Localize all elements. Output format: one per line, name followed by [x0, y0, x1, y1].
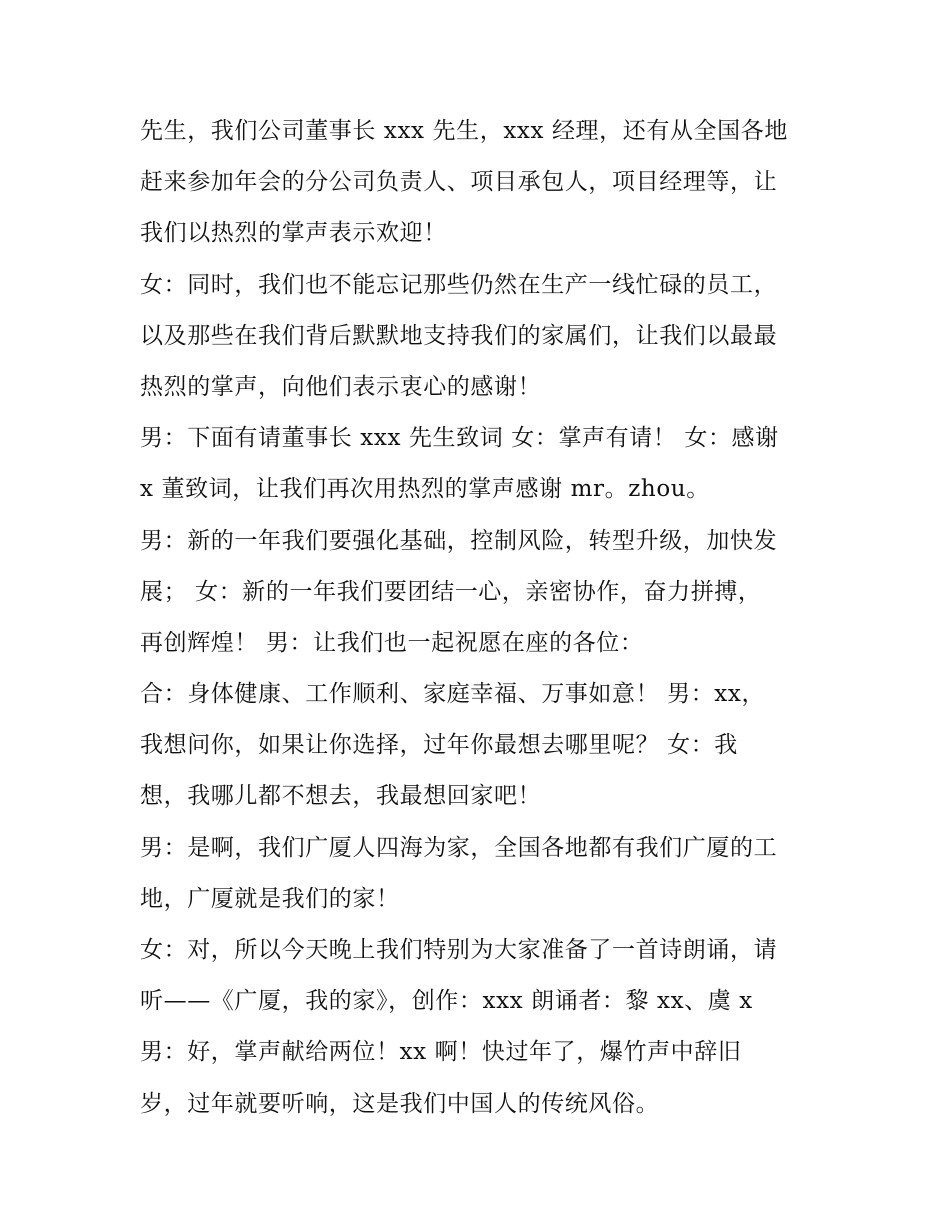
- text-line-8: x 董致词，让我们再次用热烈的掌声感谢 mr。zhou。: [140, 476, 710, 503]
- text-line-20: 岁，过年就要听响，这是我们中国人的传统风俗。: [140, 1090, 660, 1117]
- text-line-10: 展； 女：新的一年我们要团结一心，亲密协作，奋力拼搏，: [140, 578, 762, 605]
- text-line-6: 热烈的掌声，向他们表示衷心的感谢！: [140, 373, 542, 400]
- text-line-16: 地，广厦就是我们的家！: [140, 885, 400, 912]
- text-line-18: 听——《广厦，我的家》，创作：xxx 朗诵者：黎 xx、虞 x: [140, 988, 753, 1015]
- text-line-7: 男：下面有请董事长 xxx 先生致词 女：掌声有请！ 女：感谢: [140, 425, 779, 452]
- text-line-14: 想，我哪儿都不想去，我最想回家吧！: [140, 783, 542, 810]
- document-body: [140, 106, 820, 1130]
- text-line-17: 女：对，所以今天晚上我们特别为大家准备了一首诗朗诵，请: [140, 937, 778, 963]
- text-line-5: 以及那些在我们背后默默地支持我们的家属们，让我们以最最: [140, 322, 778, 349]
- text-line-9: 男：新的一年我们要强化基础，控制风险，转型升级，加快发: [140, 527, 778, 554]
- text-line-15: 男：是啊，我们广厦人四海为家，全国各地都有我们广厦的工: [140, 834, 778, 861]
- text-line-4: 女：同时，我们也不能忘记那些仍然在生产一线忙碌的员工，: [140, 271, 778, 298]
- text-line-1: 先生，我们公司董事长 xxx 先生，xxx 经理，还有从全国各地: [140, 118, 788, 144]
- text-line-11: 再创辉煌！ 男：让我们也一起祝愿在座的各位：: [140, 629, 644, 656]
- text-line-2: 赶来参加年会的分公司负责人、项目承包人，项目经理等，让: [140, 169, 778, 196]
- text-line-19: 男：好，掌声献给两位！xx 啊！快过年了，爆竹声中辞旧: [140, 1039, 742, 1066]
- text-line-13: 我想问你，如果让你选择，过年你最想去哪里呢？ 女：我: [140, 732, 738, 759]
- text-line-3: 我们以热烈的掌声表示欢迎！: [140, 220, 447, 247]
- text-line-12: 合：身体健康、工作顺利、家庭幸福、万事如意！ 男：xx，: [140, 681, 766, 708]
